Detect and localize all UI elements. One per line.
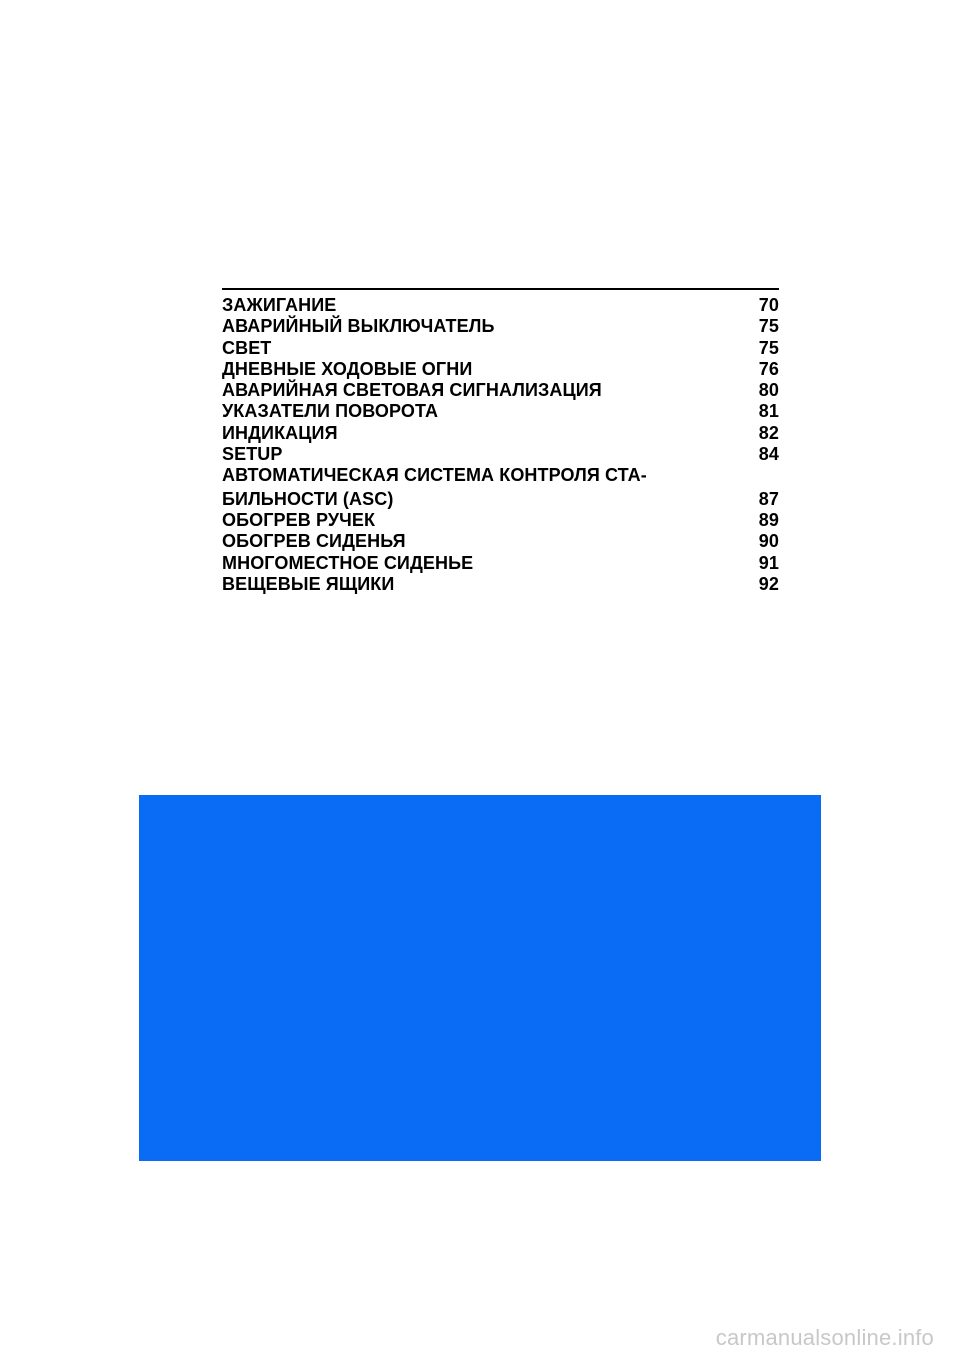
toc-entry-title: ДНЕВНЫЕ ХОДОВЫЕ ОГНИ (222, 358, 473, 379)
toc-entry-page: 82 (758, 422, 779, 443)
watermark: carmanualsonline.info (715, 1325, 934, 1350)
toc-entry-page: 87 (758, 488, 779, 509)
toc-entry-title: СВЕТ (222, 337, 272, 358)
toc-entry-title-continued: БИЛЬНОСТИ (ASC) (222, 488, 394, 509)
toc-entry-title: УКАЗАТЕЛИ ПОВОРОТА (222, 401, 439, 422)
toc-entry-asc[interactable] (222, 465, 779, 510)
toc-entry-title: АВТОМАТИЧЕСКАЯ СИСТЕМА КОНТРОЛЯ СТА- (222, 465, 647, 486)
toc-entry-page: 81 (758, 401, 779, 422)
toc-entry-page: 84 (758, 444, 779, 465)
toc-entry-page: 75 (758, 337, 779, 358)
toc-entry-line (222, 489, 779, 510)
toc-entry-page: 75 (758, 316, 779, 337)
toc-entry-storage-compartments[interactable] (222, 574, 779, 595)
toc-entry-page: 76 (758, 358, 779, 379)
toc-entry-page: 70 (758, 295, 779, 315)
toc-entry-title: МНОГОМЕСТНОЕ СИДЕНЬЕ (222, 552, 474, 573)
toc-entry-page: 92 (758, 573, 779, 594)
toc-entry-ignition[interactable] (222, 295, 779, 316)
toc-entry-title: SETUP (222, 444, 283, 465)
toc-entry-title: ОБОГРЕВ СИДЕНЬЯ (222, 531, 406, 552)
toc-entry-line (222, 465, 779, 486)
toc-entry-title: ВЕЩЕВЫЕ ЯЩИКИ (222, 573, 395, 594)
toc-entry-title: АВАРИЙНАЯ СВЕТОВАЯ СИГНАЛИЗАЦИЯ (222, 380, 602, 401)
toc-entry-heated-seat[interactable] (222, 531, 779, 552)
toc-entry-setup[interactable] (222, 444, 779, 465)
toc-entry-emergency-switch[interactable] (222, 316, 779, 337)
toc-entry-page: 90 (758, 531, 779, 552)
toc-entry-title: ОБОГРЕВ РУЧЕК (222, 509, 376, 530)
toc-entry-title: АВАРИЙНЫЙ ВЫКЛЮЧАТЕЛЬ (222, 316, 495, 337)
toc-entry-page: 80 (758, 380, 779, 401)
toc-entry-light[interactable] (222, 338, 779, 359)
toc-entry-title: ЗАЖИГАНИЕ (222, 295, 337, 315)
toc-entry-page: 89 (758, 509, 779, 530)
toc-entry-heated-grips[interactable] (222, 510, 779, 531)
toc-entry-turn-indicators[interactable] (222, 401, 779, 422)
toc-entry-title: ИНДИКАЦИЯ (222, 422, 338, 443)
toc-entry-page: 91 (758, 552, 779, 573)
toc-entry-daytime-running-lights[interactable] (222, 359, 779, 380)
table-of-contents (222, 288, 779, 595)
toc-entry-display[interactable] (222, 423, 779, 444)
toc-entry-hazard-warning[interactable] (222, 380, 779, 401)
blue-panel (139, 795, 821, 1161)
toc-entry-multi-seat[interactable] (222, 553, 779, 574)
